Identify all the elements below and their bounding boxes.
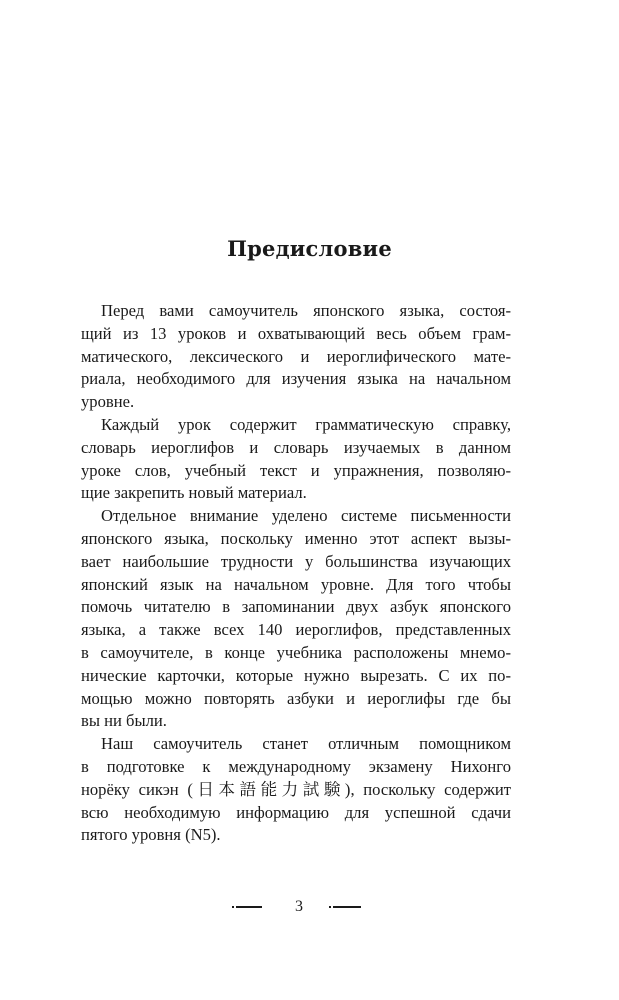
text-line: японского языка, поскольку именно этот аспект вызы-: [81, 528, 511, 548]
footer-ornament-dot-right: [329, 906, 331, 908]
paragraph: [81, 414, 511, 505]
footer-ornament-dot-left: [232, 906, 234, 908]
text-line: Наш самоучитель станет отличным помощником: [101, 734, 511, 754]
text-line: пятого уровня (N5).: [81, 825, 221, 845]
text-line: Каждый урок содержит грамматическую справку,: [101, 414, 511, 434]
paragraph: [81, 300, 511, 414]
text-line: риала, необходимого для изучения языка на начальном: [81, 369, 511, 389]
page-title: Предисловие: [227, 236, 392, 261]
text-line: вает наибольшие трудности у большинства изучающих: [81, 551, 511, 571]
footer-ornament-right: [333, 906, 361, 908]
text-line: Перед вами самоучитель японского языка, состоя-: [101, 301, 511, 320]
text-line: мощью можно повторять азбуки и иероглифы где бы: [81, 688, 511, 708]
text-line: японский язык на начальном уровне. Для того чтобы: [81, 574, 511, 594]
paragraph: [81, 733, 511, 847]
text-line: словарь иероглифов и словарь изучаемых в данном: [81, 437, 511, 457]
paragraph: [81, 505, 511, 733]
text-line: Отдельное внимание уделено системе письменности: [101, 506, 511, 526]
text-line: норёку сикэн (日本語能力試験), поскольку содержит: [81, 779, 511, 799]
text-line: языка, а также всех 140 иероглифов, представленных: [81, 620, 511, 640]
text-line: вы ни были.: [81, 711, 167, 731]
text-line: в подготовке к международному экзамену Нихонго: [81, 756, 511, 776]
page-footer: [0, 896, 619, 918]
text-line: всю необходимую информацию для успешной сдачи: [81, 802, 511, 822]
text-line: нические карточки, которые нужно вырезать. С их по-: [81, 665, 511, 685]
text-line: уроке слов, учебный текст и упражнения, позволяю-: [81, 460, 511, 480]
text-line: в самоучителе, в конце учебника расположены мнемо-: [81, 642, 511, 662]
text-line: уровне.: [81, 392, 135, 412]
body-text: [81, 300, 511, 847]
text-line: помочь читателю в запоминании двух азбук японского: [81, 597, 511, 617]
footer-ornament-left: [236, 906, 262, 908]
page-number: 3: [295, 898, 303, 915]
text-line: матического, лексического и иероглифического мате-: [81, 346, 511, 366]
text-line: щие закрепить новый материал.: [81, 483, 307, 503]
text-line: щий из 13 уроков и охватывающий весь объем грам-: [81, 323, 511, 343]
